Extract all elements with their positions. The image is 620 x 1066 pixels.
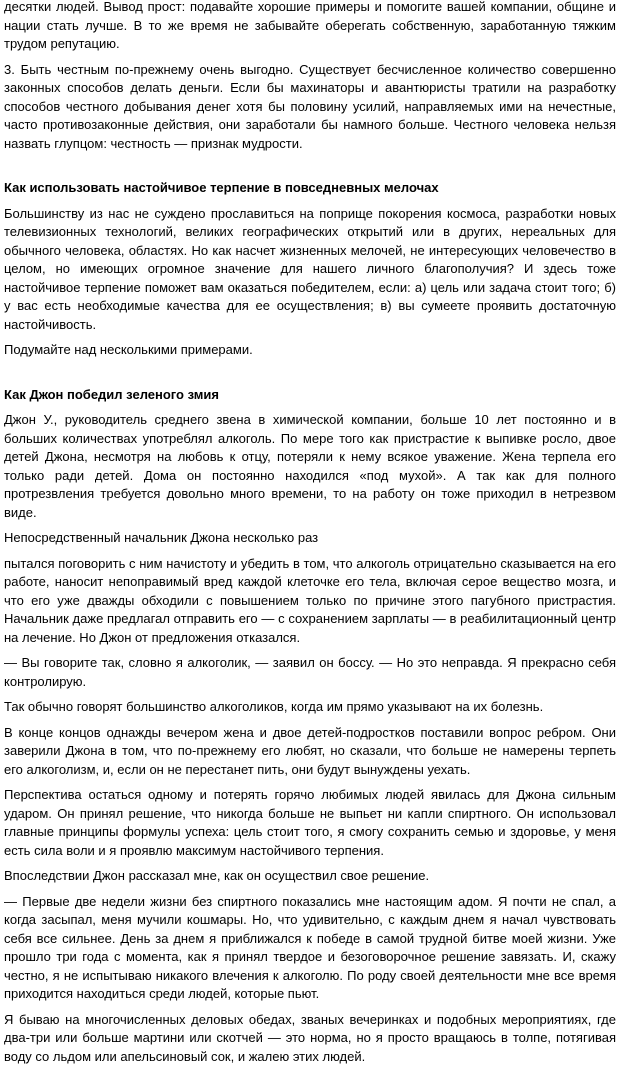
paragraph: — Первые две недели жизни без спиртного показались мне настоящим адом. Я почти не спал, а когда засыпал, меня мучили кошмары. Но, что удивительно, с каждым днем я начал чувствовать себя все сильнее. День за днем я приближался к победе в самой трудной битве моей жизни. Уже прошло три года с момента, как я принял твердое и безоговорочное решение завязать. И, скажу честно, я не испытываю никакого влечения к алкоголю. По роду своей деятельности мне все время приходится находиться среди людей, которые пьют.: [4, 893, 616, 1004]
paragraph: Подумайте над несколькими примерами.: [4, 341, 616, 360]
paragraph: пытался поговорить с ним начистоту и убедить в том, что алкоголь отрицательно сказывается на его работе, наносит непоправимый вред каждой клеточке его тела, включая серое вещество мозга, и что его уже дважды обходили с повышением только по причине этого пагубного пристрастия. Начальник даже предлагал отправить его — с сохранением зарплаты — в реабилитационный центр на лечение. Но Джон от предложения отказался.: [4, 555, 616, 648]
paragraph: Перспектива остаться одному и потерять горячо любимых людей явилась для Джона сильным ударом. Он принял решение, что никогда больше не выпьет ни капли спиртного. Он использовал главные принципы формулы успеха: цель стоит того, я смогу сохранить семью и здоровье, у меня есть сила воли и я проявлю максимум настойчивого терпения.: [4, 786, 616, 860]
intro-fragment-paragraph: десятки людей. Вывод прост: подавайте хорошие примеры и помогите вашей компании, общине и нации стать лучше. В то же время не забывайте оберегать собственную, заработанную тяжким трудом репутацию.: [4, 0, 616, 54]
section-heading-john: Как Джон победил зеленого змия: [4, 386, 616, 405]
point-3-paragraph: 3. Быть честным по-прежнему очень выгодно. Существует бесчисленное количество совершенно законных способов делать деньги. Если бы махинаторы и авантюристы тратили на разработку способов честного добывания денег хотя бы половину усилий, направляемых ими на нечестные, часто противозаконные действия, они заработали бы намного больше. Честного человека нельзя назвать глупцом: честность — признак мудрости.: [4, 61, 616, 154]
paragraph: Непосредственный начальник Джона несколько раз: [4, 529, 616, 548]
paragraph: В конце концов однажды вечером жена и двое детей-подростков поставили вопрос ребром. Они заверили Джона в том, что по-прежнему его любят, но сказали, что больше не намерены терпеть его алкоголизм, и, если он не перестанет пить, они будут вынуждены уехать.: [4, 724, 616, 780]
paragraph: — Вы говорите так, словно я алкоголик, — заявил он боссу. — Но это неправда. Я прекрасно себя контролирую.: [4, 654, 616, 691]
paragraph: Так обычно говорят большинство алкоголиков, когда им прямо указывают на их болезнь.: [4, 698, 616, 717]
paragraph: Я бываю на многочисленных деловых обедах, званых вечеринках и подобных мероприятиях, где два-три или больше мартини или скотчей — это норма, но я просто вращаюсь в толпе, потягивая воду со льдом или апельсиновый сок, и жалею этих людей.: [4, 1011, 616, 1066]
paragraph: Джон У., руководитель среднего звена в химической компании, больше 10 лет постоянно и в больших количествах употреблял алкоголь. По мере того как пристрастие к выпивке росло, двое детей Джона, несмотря на любовь к отцу, потеряли к нему всякое уважение. Жена терпела его только ради детей. Дома он постоянно находился «под мухой». А так как для полного протрезвления требуется довольно много времени, то на работу он тоже приходил в нетрезвом виде.: [4, 411, 616, 522]
paragraph: Впоследствии Джон рассказал мне, как он осуществил свое решение.: [4, 867, 616, 886]
paragraph: Большинству из нас не суждено прославиться на поприще покорения космоса, разработки новых телевизионных технологий, великих географических открытий или в других, нереальных для обычного человека, областях. Но как насчет жизненных мелочей, не интересующих человечество в целом, но имеющих огромное значение для нашего личного благополучия? И здесь тоже настойчивое терпение поможет вам оказаться победителем, если: а) цель или задача стоит того; б) у вас есть необходимые качества для ее осуществления; в) вы сумеете проявить достаточную настойчивость.: [4, 205, 616, 335]
section-heading-patience: Как использовать настойчивое терпение в повседневных мелочах: [4, 179, 616, 198]
